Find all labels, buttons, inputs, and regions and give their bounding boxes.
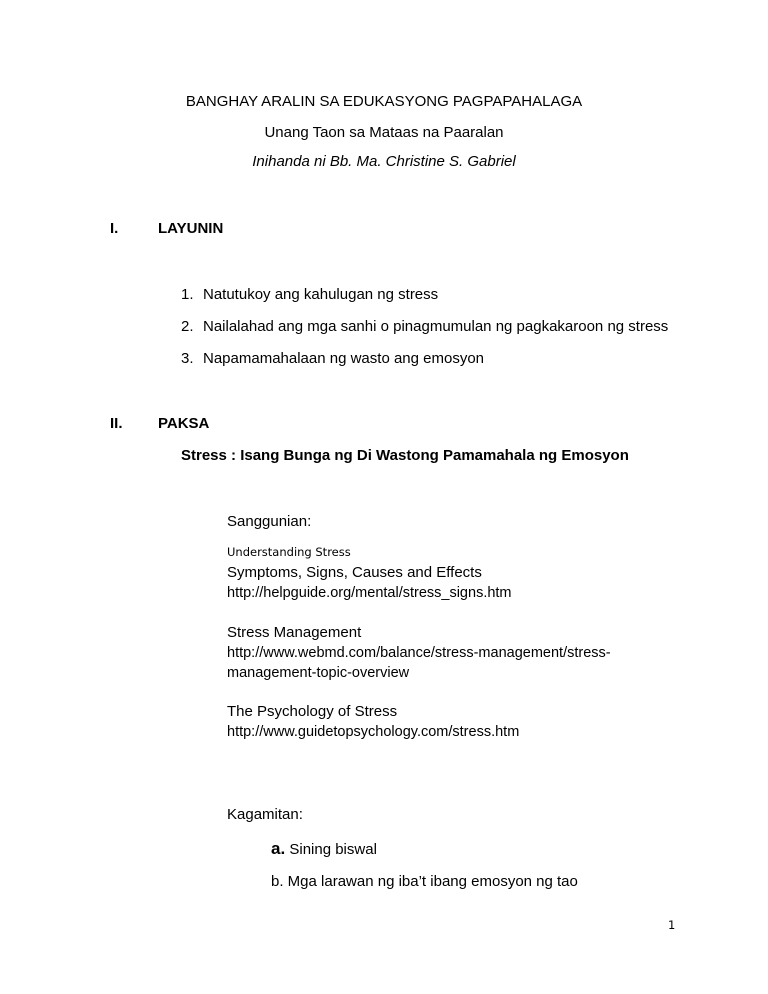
objective-item xyxy=(181,318,668,336)
objective-item xyxy=(181,286,438,304)
material-item xyxy=(271,873,578,891)
section-1-heading: LAYUNIN xyxy=(158,220,224,237)
material-text: Sining biswal xyxy=(285,841,377,858)
material-text: Mga larawan ng iba’t ibang emosyon ng tao xyxy=(283,873,578,890)
reference-title: The Psychology of Stress xyxy=(227,703,398,720)
document-author: Inihanda ni Bb. Ma. Christine S. Gabriel xyxy=(252,153,516,170)
objective-text: Natutukoy ang kahulugan ng stress xyxy=(203,286,439,303)
references-label: Sanggunian: xyxy=(227,513,312,530)
reference-url[interactable]: http://helpguide.org/mental/stress_signs.htm xyxy=(227,585,512,601)
reference-url[interactable]: http://www.webmd.com/balance/stress-management/stress- xyxy=(227,645,611,661)
objective-text: Nailalahad ang mga sanhi o pinagmumulan ng pagkakaroon ng stress xyxy=(203,318,669,335)
section-2-numeral: II. xyxy=(110,415,123,432)
document-title: BANGHAY ARALIN SA EDUKASYONG PAGPAPAHALAGA xyxy=(185,93,583,110)
lesson-topic: Stress : Isang Bunga ng Di Wastong Pamamahala ng Emosyon xyxy=(181,447,629,464)
reference-title: Symptoms, Signs, Causes and Effects xyxy=(227,564,482,581)
section-1-numeral: I. xyxy=(110,220,119,237)
material-item xyxy=(271,840,377,859)
reference-url-continued[interactable]: management-topic-overview xyxy=(227,665,410,681)
objective-text: Napamamahalaan ng wasto ang emosyon xyxy=(203,350,485,367)
objective-number: 1. xyxy=(181,286,194,303)
material-letter: b. xyxy=(271,873,284,890)
objective-item xyxy=(181,350,484,368)
objective-number: 3. xyxy=(181,350,194,367)
reference-url[interactable]: http://www.guidetopsychology.com/stress.htm xyxy=(227,724,520,740)
material-letter: a. xyxy=(271,839,286,858)
reference-title: Stress Management xyxy=(227,624,362,641)
page-number: 1 xyxy=(668,918,676,932)
document-subtitle: Unang Taon sa Mataas na Paaralan xyxy=(264,124,504,141)
objective-number: 2. xyxy=(181,318,194,335)
materials-label: Kagamitan: xyxy=(227,806,303,823)
reference-small-title: Understanding Stress xyxy=(227,545,351,559)
section-2-heading: PAKSA xyxy=(158,415,210,432)
